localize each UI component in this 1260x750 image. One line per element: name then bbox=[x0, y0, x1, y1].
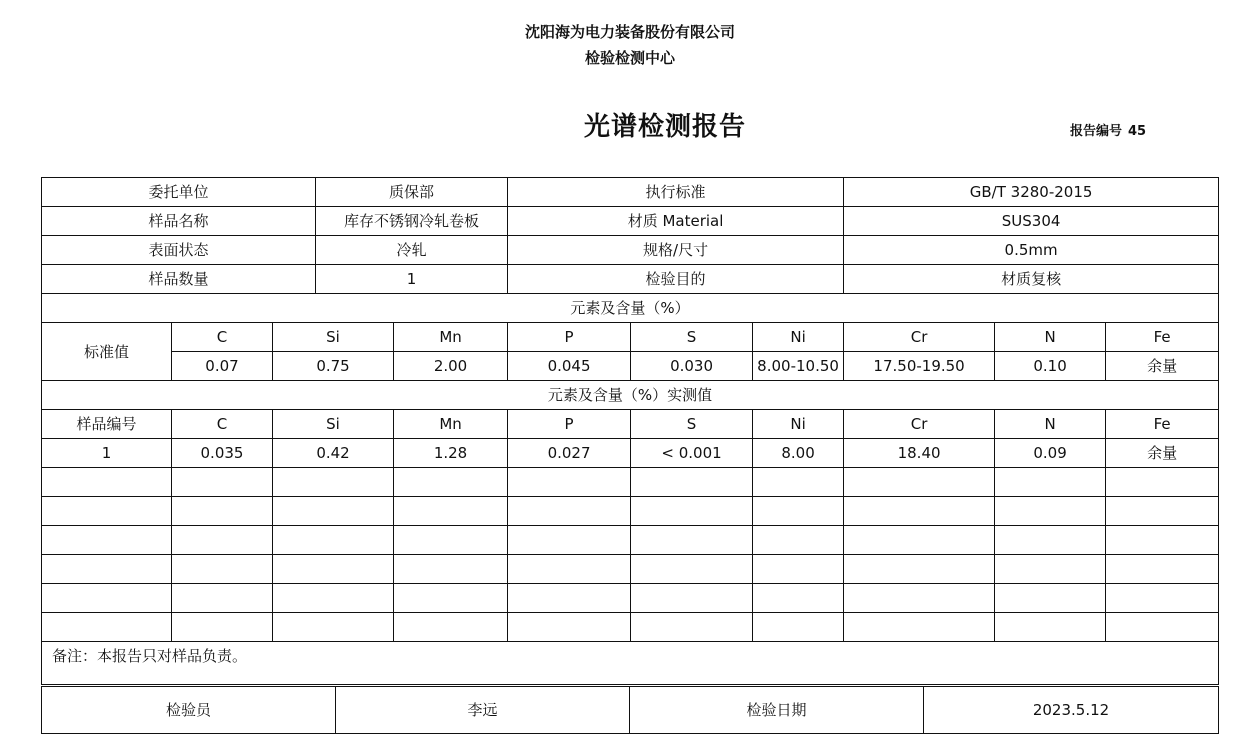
qty-label: 样品数量 bbox=[42, 265, 316, 294]
sample-no: 1 bbox=[42, 439, 172, 468]
qty-value: 1 bbox=[316, 265, 508, 294]
element-header: Ni bbox=[753, 410, 844, 439]
element-header: S bbox=[631, 323, 753, 352]
spec-value: 0.5mm bbox=[844, 236, 1219, 265]
info-row bbox=[42, 236, 1219, 265]
department-name: 检验检测中心 bbox=[584, 49, 675, 67]
element-header: C bbox=[172, 323, 273, 352]
signature-row bbox=[42, 687, 1219, 734]
section-header bbox=[42, 381, 1219, 410]
sample-name-label: 样品名称 bbox=[42, 207, 316, 236]
empty-row bbox=[42, 497, 1219, 526]
element-header: N bbox=[995, 323, 1106, 352]
element-header: Mn bbox=[394, 410, 508, 439]
measured-value: < 0.001 bbox=[631, 439, 753, 468]
empty-row bbox=[42, 555, 1219, 584]
element-header: Si bbox=[273, 410, 394, 439]
report-number-label: 报告编号 bbox=[1070, 124, 1123, 139]
standard-value: 0.07 bbox=[172, 352, 273, 381]
surface-label: 表面状态 bbox=[42, 236, 316, 265]
standard-values-row bbox=[42, 352, 1219, 381]
element-header: Ni bbox=[753, 323, 844, 352]
date-value: 2023.5.12 bbox=[924, 687, 1219, 734]
date-label: 检验日期 bbox=[630, 687, 924, 734]
report-number bbox=[1070, 120, 1152, 139]
surface-value: 冷轧 bbox=[316, 236, 508, 265]
measured-value: 0.09 bbox=[995, 439, 1106, 468]
spec-label: 规格/尺寸 bbox=[508, 236, 844, 265]
element-header: C bbox=[172, 410, 273, 439]
element-header: Mn bbox=[394, 323, 508, 352]
element-header: Si bbox=[273, 323, 394, 352]
standard-section-title: 元素及含量（%） bbox=[42, 294, 1219, 323]
client-label: 委托单位 bbox=[42, 178, 316, 207]
report-table bbox=[41, 177, 1219, 685]
standard-value: 0.045 bbox=[508, 352, 631, 381]
material-value: SUS304 bbox=[844, 207, 1219, 236]
measured-value: 18.40 bbox=[844, 439, 995, 468]
material-label: 材质 Material bbox=[508, 207, 844, 236]
company-name: 沈阳海为电力装备股份有限公司 bbox=[524, 23, 735, 41]
element-header: P bbox=[508, 410, 631, 439]
empty-row bbox=[42, 584, 1219, 613]
element-header: Fe bbox=[1106, 410, 1219, 439]
standard-label: 执行标准 bbox=[508, 178, 844, 207]
measured-section-title: 元素及含量（%）实测值 bbox=[42, 381, 1219, 410]
measured-value: 1.28 bbox=[394, 439, 508, 468]
standard-value: 0.10 bbox=[995, 352, 1106, 381]
measured-value: 余量 bbox=[1106, 439, 1219, 468]
standard-elements-row bbox=[42, 323, 1219, 352]
purpose-value: 材质复核 bbox=[844, 265, 1219, 294]
section-header bbox=[42, 294, 1219, 323]
standard-value: 2.00 bbox=[394, 352, 508, 381]
standard-value: 17.50-19.50 bbox=[844, 352, 995, 381]
element-header: Fe bbox=[1106, 323, 1219, 352]
standard-value: 0.030 bbox=[631, 352, 753, 381]
empty-row bbox=[42, 468, 1219, 497]
standard-row-label: 标准值 bbox=[42, 323, 172, 381]
standard-value: 0.75 bbox=[273, 352, 394, 381]
inspector-label: 检验员 bbox=[42, 687, 336, 734]
signature-table bbox=[41, 686, 1219, 734]
measured-value: 0.035 bbox=[172, 439, 273, 468]
report-title: 光谱检测报告 bbox=[583, 112, 746, 142]
standard-value: 余量 bbox=[1106, 352, 1219, 381]
element-header: N bbox=[995, 410, 1106, 439]
sample-name-value: 库存不锈钢冷轧卷板 bbox=[316, 207, 508, 236]
info-row bbox=[42, 178, 1219, 207]
report-number-value: 45 bbox=[1128, 124, 1147, 139]
sample-no-label: 样品编号 bbox=[42, 410, 172, 439]
purpose-label: 检验目的 bbox=[508, 265, 844, 294]
measured-elements-row bbox=[42, 410, 1219, 439]
note-row bbox=[42, 642, 1219, 685]
info-row bbox=[42, 265, 1219, 294]
measured-value: 0.027 bbox=[508, 439, 631, 468]
measured-data-row bbox=[42, 439, 1219, 468]
client-value: 质保部 bbox=[316, 178, 508, 207]
element-header: Cr bbox=[844, 410, 995, 439]
inspector-value: 李远 bbox=[336, 687, 630, 734]
element-header: S bbox=[631, 410, 753, 439]
note-text: 备注：本报告只对样品负责。 bbox=[42, 642, 1219, 685]
measured-value: 8.00 bbox=[753, 439, 844, 468]
empty-row bbox=[42, 526, 1219, 555]
measured-value: 0.42 bbox=[273, 439, 394, 468]
info-row bbox=[42, 207, 1219, 236]
standard-value: 8.00-10.50 bbox=[753, 352, 844, 381]
standard-value: GB/T 3280-2015 bbox=[844, 178, 1219, 207]
element-header: Cr bbox=[844, 323, 995, 352]
element-header: P bbox=[508, 323, 631, 352]
empty-row bbox=[42, 613, 1219, 642]
